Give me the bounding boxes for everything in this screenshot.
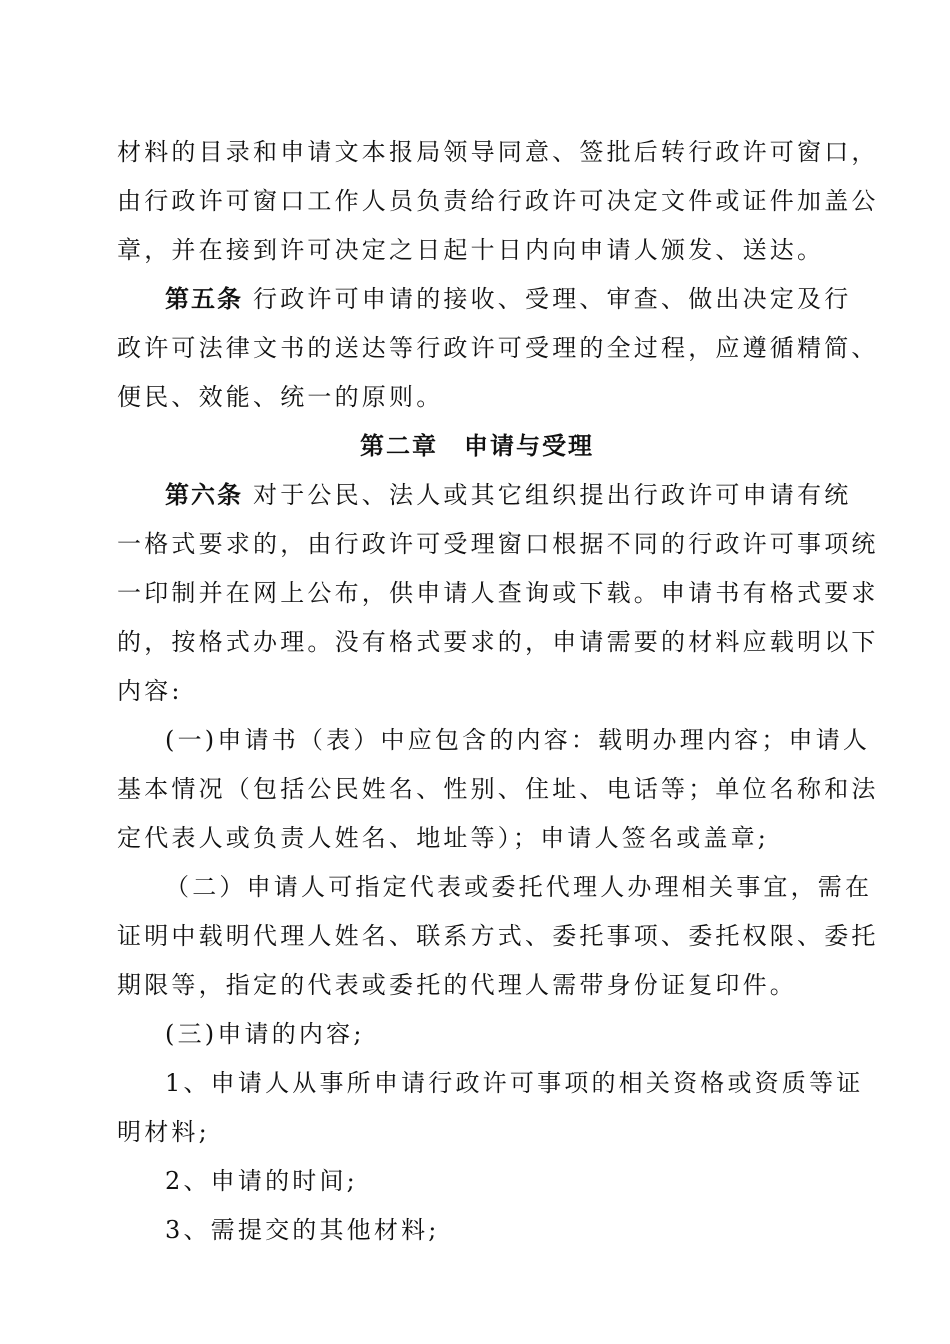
list-item-2-line: （二）申请人可指定代表或委托代理人办理相关事宜，需在: [165, 873, 873, 901]
paragraph-line: 的，按格式办理。没有格式要求的，申请需要的材料应载明以下: [117, 628, 879, 656]
article-6-line: [117, 471, 852, 520]
document-body: [117, 128, 879, 1255]
article-6-label: 第六条: [165, 481, 243, 509]
paragraph-line: 明材料;: [117, 1118, 210, 1146]
paragraph-line: 基本情况（包括公民姓名、性别、住址、电话等；单位名称和法: [117, 775, 879, 803]
sub-item-1-line: 1、申请人从事所申请行政许可事项的相关资格或资质等证: [165, 1069, 864, 1097]
paragraph-line: 定代表人或负责人姓名、地址等）；申请人签名或盖章;: [117, 824, 770, 852]
paragraph-line: 便民、效能、统一的原则。: [117, 383, 444, 411]
paragraph-line: 由行政许可窗口工作人员负责给行政许可决定文件或证件加盖公: [117, 187, 879, 215]
paragraph-line: 一印制并在网上公布，供申请人查询或下载。申请书有格式要求: [117, 579, 879, 607]
article-5-label: 第五条: [165, 285, 243, 313]
list-item-3-line: (三)申请的内容;: [165, 1020, 365, 1048]
paragraph-line: 一格式要求的，由行政许可受理窗口根据不同的行政许可事项统: [117, 530, 879, 558]
article-5-text: 行政许可申请的接收、受理、审查、做出决定及行: [253, 285, 852, 313]
paragraph-line: 内容:: [117, 677, 183, 705]
sub-item-3-line: 3、需提交的其他材料;: [165, 1216, 440, 1244]
paragraph-line: 证明中载明代理人姓名、联系方式、委托事项、委托权限、委托: [117, 922, 879, 950]
chapter-heading: 第二章 申请与受理: [360, 432, 594, 460]
list-item-1-line: (一)申请书（表）中应包含的内容：载明办理内容；申请人: [165, 726, 871, 754]
sub-item-2-line: 2、申请的时间;: [165, 1167, 358, 1195]
paragraph-line: 章，并在接到许可决定之日起十日内向申请人颁发、送达。: [117, 236, 825, 264]
paragraph-line: 期限等，指定的代表或委托的代理人需带身份证复印件。: [117, 971, 797, 999]
paragraph-line: 政许可法律文书的送达等行政许可受理的全过程，应遵循精简、: [117, 334, 879, 362]
paragraph-line: 材料的目录和申请文本报局领导同意、签批后转行政许可窗口，: [117, 138, 879, 166]
article-6-text: 对于公民、法人或其它组织提出行政许可申请有统: [253, 481, 852, 509]
article-5-line: [117, 275, 852, 324]
